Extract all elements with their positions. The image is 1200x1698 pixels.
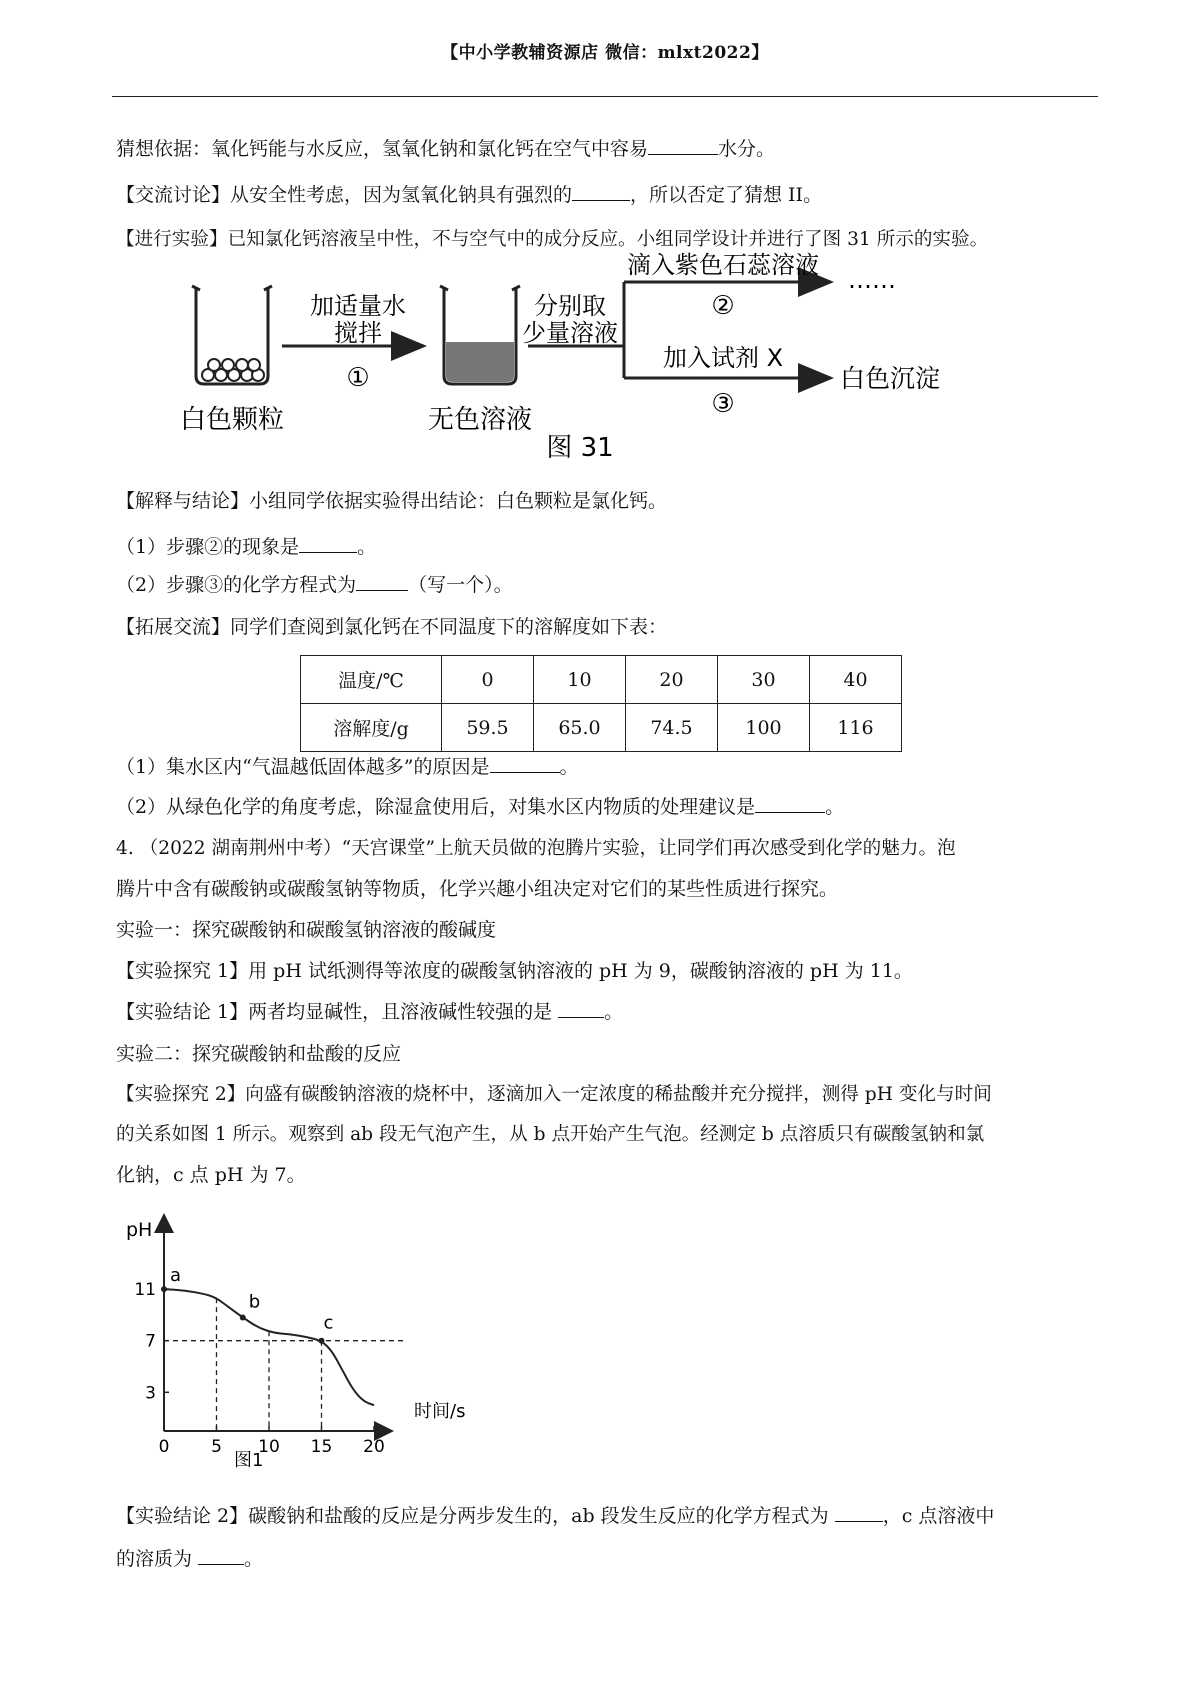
table-row (301, 656, 902, 704)
answer-blank (648, 136, 718, 155)
label-ellipsis: …… (848, 266, 896, 294)
beaker-solution-icon (440, 286, 520, 384)
label-white-precipitate: 白色沉淀 (840, 364, 941, 393)
text: （2）从绿色化学的角度考虑，除湿盒使用后，对集水区内物质的处理建议是 (116, 796, 756, 818)
header-rule (112, 96, 1098, 97)
text-line (116, 999, 1096, 1025)
x-tick-label: 5 (211, 1437, 222, 1457)
answer-blank (198, 1546, 244, 1565)
table-cell: 40 (810, 656, 902, 704)
text: 。 (825, 796, 845, 818)
text-line (116, 794, 1096, 820)
table-cell: 65.0 (534, 704, 626, 752)
text-line (116, 534, 1096, 560)
text-line: 【实验探究 1】用 pH 试纸测得等浓度的碳酸氢钠溶液的 pH 为 9，碳酸钠溶液的 pH 为 11。 (116, 960, 913, 982)
text-line: 腾片中含有碳酸钠或碳酸氢钠等物质，化学兴趣小组决定对它们的某些性质进行探究。 (116, 878, 839, 900)
x-tick-label: 20 (363, 1437, 385, 1457)
text-line (116, 754, 1096, 780)
text-line: 【进行实验】已知氯化钙溶液呈中性，不与空气中的成分反应。小组同学设计并进行了图 31 所示的实验。 (116, 229, 989, 250)
point-label-c: c (323, 1312, 334, 1334)
text: 。 (559, 756, 579, 778)
text-line (116, 182, 1096, 208)
text-line (116, 1546, 1096, 1572)
page-header: 【中小学教辅资源店 微信：mlxt2022】 (441, 43, 769, 63)
ph-time-chart (116, 1215, 496, 1471)
text: 【实验结论 1】两者均显碱性，且溶液碱性较强的是 (116, 1001, 559, 1023)
step3-marker: ③ (711, 389, 735, 419)
table-cell: 30 (718, 656, 810, 704)
y-tick-label: 11 (134, 1280, 156, 1301)
step1-marker: ① (346, 363, 370, 393)
answer-blank (490, 754, 560, 773)
text: （写一个）。 (408, 574, 513, 596)
text-line: 【解释与结论】小组同学依据实验得出结论：白色颗粒是氯化钙。 (116, 490, 668, 512)
point-label-a: a (170, 1265, 182, 1287)
text-line: 【拓展交流】同学们查阅到氯化钙在不同温度下的溶解度如下表： (116, 616, 668, 638)
text-line: 实验一：探究碳酸钠和碳酸氢钠溶液的酸碱度 (116, 919, 497, 941)
text: （1）步骤②的现象是 (116, 536, 300, 558)
table-cell: 116 (810, 704, 902, 752)
label-add-reagent-x: 加入试剂 X (662, 344, 784, 372)
text: （2）步骤③的化学方程式为 (116, 574, 357, 596)
text: 水分。 (718, 138, 776, 160)
x-tick-label: 0 (158, 1437, 170, 1457)
label-stir: 搅拌 (334, 319, 382, 347)
x-tick-label: 15 (310, 1437, 333, 1457)
table-row (301, 704, 902, 752)
label-add-water: 加适量水 (310, 292, 406, 320)
text: ，c 点溶液中 (882, 1505, 995, 1527)
label-white-granules: 白色颗粒 (179, 405, 285, 435)
experiment-flow-figure (179, 251, 1008, 474)
x-tick-label: 10 (258, 1437, 280, 1457)
label-add-litmus: 滴入紫色石蕊溶液 (627, 251, 819, 279)
text: 。 (244, 1548, 264, 1570)
solubility-table (300, 655, 902, 752)
text: （1）集水区内“气温越低固体越多”的原因是 (116, 756, 490, 778)
answer-blank (299, 534, 357, 553)
figure-caption: 图 31 (546, 433, 614, 463)
text-line (116, 572, 1096, 598)
y-tick-label: 7 (145, 1331, 156, 1352)
y-axis-label: pH (126, 1219, 153, 1241)
text-line: 的关系如图 1 所示。观察到 ab 段无气泡产生，从 b 点开始产生气泡。经测定 b 点溶质只有碳酸氢钠和氯 (116, 1124, 985, 1145)
point-c (319, 1338, 325, 1344)
text-line: 化钠，c 点 pH 为 7。 (116, 1164, 306, 1186)
point-label-b: b (248, 1291, 261, 1313)
label-take-each: 分别取 (534, 292, 606, 320)
point-a (161, 1286, 167, 1292)
text: 。 (357, 536, 377, 558)
table-cell: 100 (718, 704, 810, 752)
table-cell: 0 (442, 656, 534, 704)
text-line: 【实验探究 2】向盛有碳酸钠溶液的烧杯中，逐滴加入一定浓度的稀盐酸并充分搅拌，测得 pH 变化与时间 (116, 1084, 992, 1105)
point-b (240, 1314, 246, 1320)
text: ，所以否定了猜想 II。 (630, 184, 823, 206)
chart-caption: 图1 (234, 1450, 264, 1471)
table-cell: 59.5 (442, 704, 534, 752)
text-line: 4. （2022 湖南荆州中考）“天宫课堂”上航天员做的泡腾片实验，让同学们再次感受到化学的魅力。泡 (116, 838, 956, 859)
answer-blank (356, 572, 408, 591)
text: 猜想依据：氧化钙能与水反应，氢氧化钠和氯化钙在空气中容易 (116, 138, 649, 160)
table-cell: 10 (534, 656, 626, 704)
label-colorless-solution: 无色溶液 (427, 405, 533, 435)
table-header: 温度/℃ (301, 656, 442, 704)
text: 。 (604, 1001, 624, 1023)
text: 的溶质为 (116, 1548, 199, 1570)
answer-blank (755, 794, 825, 813)
text-line (116, 136, 1096, 162)
step2-marker: ② (711, 291, 735, 321)
text: 【实验结论 2】碳酸钠和盐酸的反应是分两步发生的，ab 段发生反应的化学方程式为 (116, 1505, 835, 1527)
text-line: 实验二：探究碳酸钠和盐酸的反应 (116, 1043, 402, 1065)
text: 【交流讨论】从安全性考虑，因为氢氧化钠具有强烈的 (116, 184, 573, 206)
answer-blank (558, 999, 604, 1018)
y-tick-label: 3 (145, 1383, 156, 1404)
table-cell: 74.5 (626, 704, 718, 752)
label-small-amount: 少量溶液 (522, 319, 618, 347)
x-axis-label: 时间/s (414, 1401, 466, 1422)
table-cell: 20 (626, 656, 718, 704)
text-line (116, 1503, 1096, 1529)
table-header: 溶解度/g (301, 704, 442, 752)
answer-blank (572, 182, 630, 201)
answer-blank (835, 1503, 883, 1522)
beaker-solid-icon (192, 286, 272, 384)
